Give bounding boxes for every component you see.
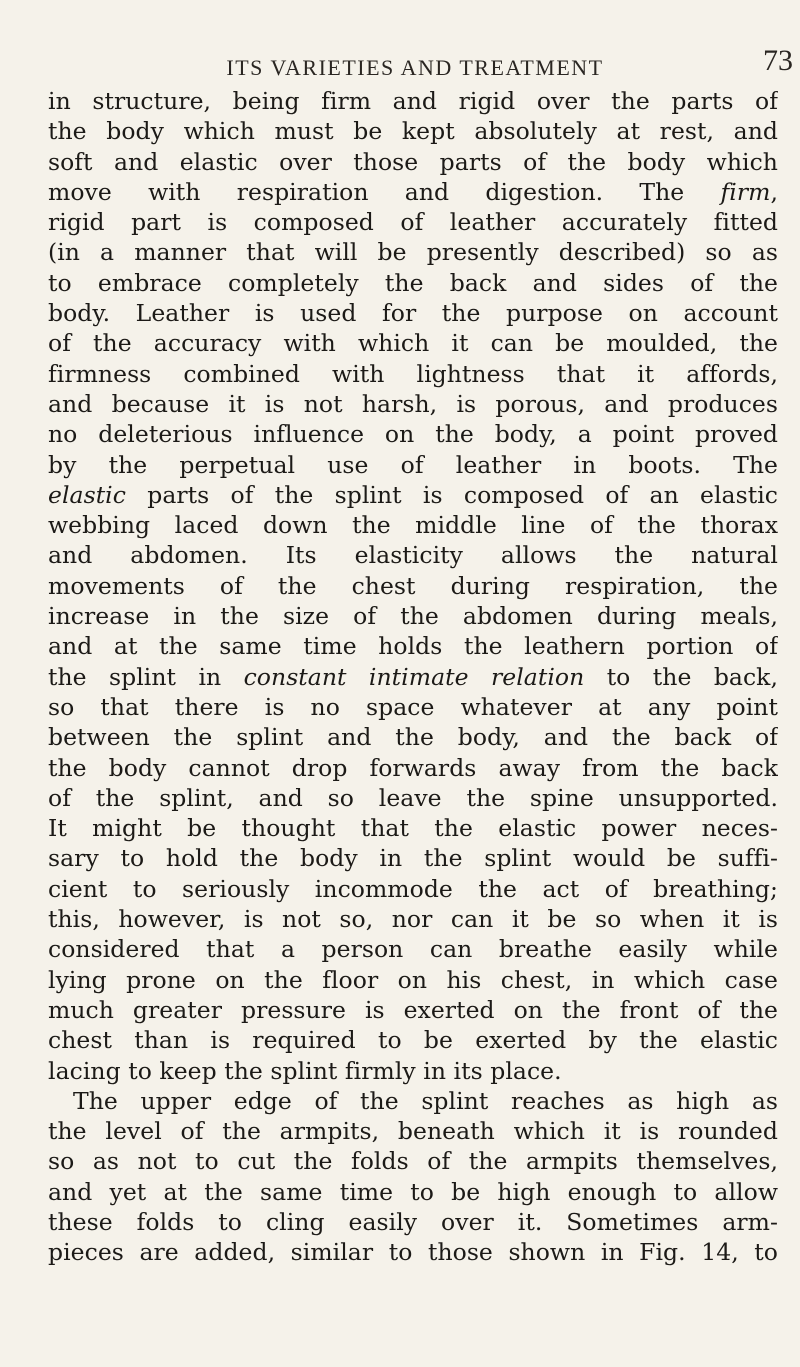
text-line [48, 540, 778, 570]
text-segment: rigid part is composed of leather accurately fitted [48, 208, 778, 237]
text-line [48, 571, 778, 601]
text-segment: no deleterious influence on the body, a point proved [48, 420, 778, 449]
text-segment: of the accuracy with which it can be moulded, the [48, 329, 778, 358]
text-line [48, 783, 778, 813]
text-line [48, 86, 778, 116]
text-segment: parts of the splint is composed of an elastic [125, 480, 778, 509]
text-line [48, 268, 778, 298]
text-line [48, 631, 778, 661]
text-segment: between the splint and the body, and the back of [48, 723, 778, 752]
text-segment: so as not to cut the folds of the armpits themselves, [48, 1147, 778, 1176]
italic-phrase: firm [720, 177, 771, 206]
text-line [48, 1146, 778, 1176]
text-line [48, 328, 778, 358]
text-segment: sary to hold the body in the splint would be suffi- [48, 844, 778, 873]
text-segment: It might be thought that the elastic power neces- [48, 814, 778, 843]
text-line [48, 904, 778, 934]
text-segment: this, however, is not so, nor can it be so when it is [48, 905, 778, 934]
text-line [48, 692, 778, 722]
text-segment: increase in the size of the abdomen during meals, [48, 602, 778, 631]
text-segment: move with respiration and digestion. The [48, 177, 721, 206]
text-segment: body. Leather is used for the purpose on account [48, 299, 778, 328]
text-segment: (in a manner that will be presently described) so as [48, 238, 778, 267]
text-line [48, 1056, 778, 1086]
text-segment: cient to seriously incommode the act of breathing; [48, 874, 778, 903]
text-line [48, 1116, 778, 1146]
text-line [48, 510, 778, 540]
text-segment: , [770, 177, 778, 206]
text-line [48, 965, 778, 995]
text-segment: to the back, [584, 662, 778, 691]
text-line [48, 753, 778, 783]
text-line [48, 601, 778, 631]
text-line [48, 359, 778, 389]
text-line [48, 207, 778, 237]
running-head: ITS VARIETIES AND TREATMENT [226, 55, 604, 80]
body-text [48, 86, 778, 1268]
text-segment: movements of the chest during respiration, the [48, 571, 778, 600]
text-segment: chest than is required to be exerted by the elastic [48, 1026, 778, 1055]
text-line [48, 450, 778, 480]
text-segment: lacing to keep the splint firmly in its place. [48, 1056, 562, 1085]
text-segment: in structure, being firm and rigid over the parts of [48, 87, 778, 115]
text-segment: firmness combined with lightness that it affords, [48, 359, 778, 388]
page-number: 73 [763, 44, 793, 77]
text-line [48, 1207, 778, 1237]
italic-phrase: elastic [48, 480, 126, 509]
text-segment: and at the same time holds the leathern portion of [48, 632, 778, 661]
text-line [48, 237, 778, 267]
text-segment: The upper edge of the splint reaches as high as [73, 1086, 778, 1115]
text-line [48, 116, 778, 146]
text-line [48, 662, 778, 692]
text-line [48, 480, 778, 510]
text-line [48, 147, 778, 177]
text-segment: and yet at the same time to be high enough to allow [48, 1177, 778, 1206]
text-line [48, 1177, 778, 1207]
text-segment: soft and elastic over those parts of the body which [48, 147, 778, 176]
text-segment: much greater pressure is exerted on the front of the [48, 995, 778, 1024]
text-segment: the level of the armpits, beneath which it is rounded [48, 1117, 778, 1146]
text-segment: of the splint, and so leave the spine unsupported. [48, 783, 778, 812]
text-line [48, 843, 778, 873]
text-line [48, 934, 778, 964]
text-segment: and because it is not harsh, is porous, and produces [48, 389, 778, 418]
text-segment: webbing laced down the middle line of the thorax [48, 511, 778, 540]
text-segment: by the perpetual use of leather in boots. The [48, 450, 778, 479]
text-segment: the body cannot drop forwards away from the back [48, 753, 778, 782]
text-segment: to embrace completely the back and sides of the [48, 268, 778, 297]
text-segment: pieces are added, similar to those shown in Fig. 14, to [48, 1238, 778, 1267]
text-segment: the body which must be kept absolutely at rest, and [48, 117, 778, 146]
text-segment: the splint in [48, 662, 244, 691]
text-segment: these folds to cling easily over it. Sometimes arm- [48, 1207, 778, 1236]
text-line [48, 995, 778, 1025]
text-line [48, 177, 778, 207]
italic-phrase: constant intimate relation [243, 662, 585, 691]
text-line [48, 874, 778, 904]
text-segment: and abdomen. Its elasticity allows the natural [48, 541, 778, 570]
text-segment: so that there is no space whatever at any point [48, 692, 778, 721]
text-line [48, 389, 778, 419]
text-line [48, 813, 778, 843]
text-line [48, 1086, 778, 1116]
text-line [48, 298, 778, 328]
text-line [48, 1237, 778, 1267]
text-line [48, 419, 778, 449]
text-line [48, 722, 778, 752]
text-segment: considered that a person can breathe easily while [48, 935, 778, 964]
text-segment: lying prone on the floor on his chest, in which case [48, 965, 778, 994]
text-line [48, 1025, 778, 1055]
